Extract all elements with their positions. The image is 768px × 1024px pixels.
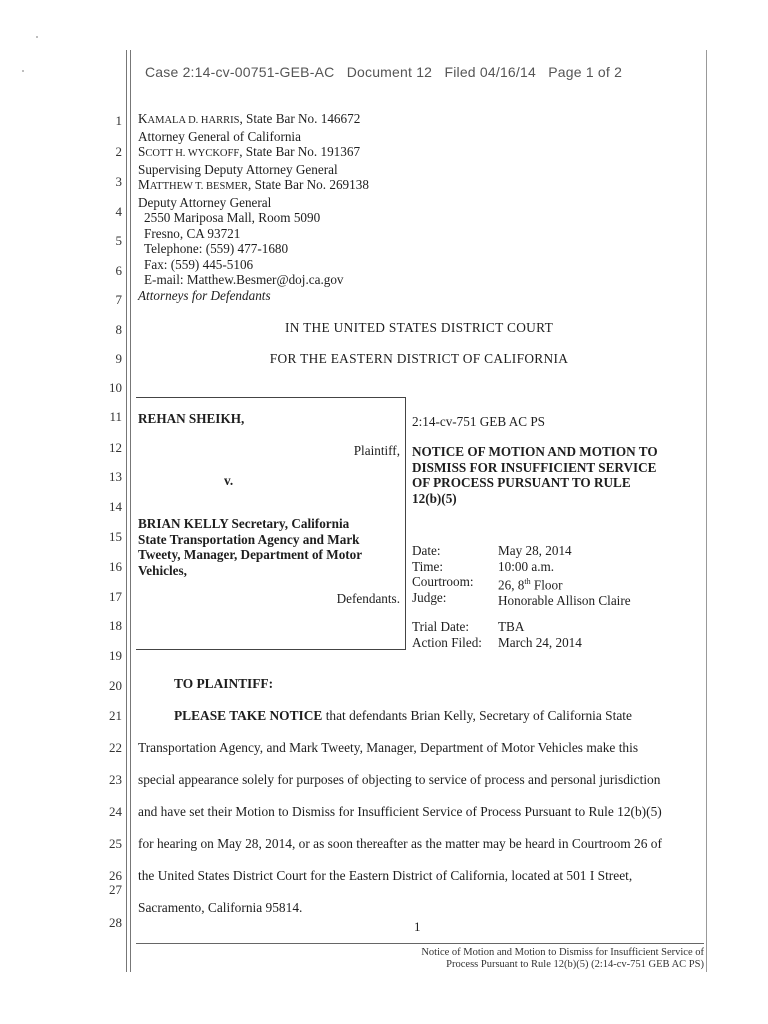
address-line-2: Fresno, CA 93721	[144, 225, 241, 241]
motion-title-line-4: 12(b)(5)	[412, 490, 457, 506]
line-number: 26	[109, 868, 122, 883]
line-number: 17	[109, 589, 122, 604]
defendant-line-1: BRIAN KELLY Secretary, California	[138, 516, 350, 531]
line-number: 16	[109, 559, 122, 574]
courtroom-value: 26, 8th Floor	[498, 577, 563, 593]
time-value: 10:00 a.m.	[498, 558, 555, 574]
line-number: 3	[115, 174, 122, 189]
defendant-line-2: State Transportation Agency and Mark	[138, 531, 360, 547]
telephone: Telephone: (559) 477-1680	[144, 241, 289, 256]
motion-title	[412, 444, 658, 506]
line-number: 28	[109, 915, 122, 930]
attorney-2-name: SCOTT H. WYCKOFF, State Bar No. 191367	[138, 144, 361, 159]
date-label: Date:	[412, 543, 441, 558]
footer-rule	[136, 943, 704, 944]
attorney-3-name: MATTHEW T. BESMER, State Bar No. 269138	[138, 177, 369, 192]
case-number: 2:14-cv-751 GEB AC PS	[412, 414, 545, 429]
judge-label: Judge:	[412, 589, 447, 605]
line-number: 7	[115, 292, 122, 307]
hearing-labels	[412, 543, 474, 605]
trial-date-label: Trial Date:	[412, 619, 470, 634]
line-number: 20	[109, 678, 122, 693]
defendant-line-4: Vehicles,	[138, 562, 187, 578]
line-number: 21	[109, 708, 122, 723]
line-number: 2	[115, 144, 122, 159]
trial-labels	[412, 619, 482, 650]
address-line-1: 2550 Mariposa Mall, Room 5090	[144, 210, 321, 225]
attorneys-for: Attorneys for Defendants	[138, 287, 271, 303]
line-number: 27	[109, 882, 122, 897]
left-margin-rule-inner	[130, 50, 131, 972]
body-line-24: and have set their Motion to Dismiss for Insufficient Service of Process Pursuant to Rule 12(b)(5)	[138, 804, 662, 819]
body-line-21: PLEASE TAKE NOTICE that defendants Brian Kelly, Secretary of California State	[174, 708, 632, 723]
line-number: 10	[109, 380, 122, 395]
court-district: FOR THE EASTERN DISTRICT OF CALIFORNIA	[269, 351, 569, 366]
line-number: 19	[109, 648, 122, 663]
plaintiff-name: REHAN SHEIKH,	[138, 411, 245, 426]
courtroom-label: Courtroom:	[412, 574, 474, 589]
line-number: 24	[109, 804, 122, 819]
line-number: 12	[109, 440, 122, 455]
date-value: May 28, 2014	[498, 543, 572, 558]
line-number: 11	[109, 409, 122, 424]
line-number: 4	[115, 204, 122, 219]
footer-line-1: Notice of Motion and Motion to Dismiss for Insufficient Service of	[421, 947, 704, 958]
ecf-header: Case 2:14-cv-00751-GEB-AC Document 12 Filed 04/16/14 Page 1 of 2	[145, 64, 623, 80]
defendant-line-3: Tweety, Manager, Department of Motor	[138, 547, 363, 562]
defendants-label: Defendants.	[336, 591, 400, 606]
footer-title	[421, 947, 704, 971]
to-plaintiff: TO PLAINTIFF:	[174, 676, 274, 691]
attorney-3-title: Deputy Attorney General	[138, 194, 272, 210]
line-number: 6	[115, 263, 122, 278]
footer-line-2: Process Pursuant to Rule 12(b)(5) (2:14-cv-751 GEB AC PS)	[446, 959, 704, 970]
body-line-27: Sacramento, California 95814.	[138, 900, 303, 915]
right-margin-rule	[706, 50, 707, 972]
defendant-names	[138, 516, 362, 578]
line-number: 13	[109, 469, 122, 484]
line-number: 23	[109, 772, 122, 787]
scan-speck	[22, 70, 24, 72]
plaintiff-label: Plaintiff,	[353, 443, 400, 458]
line-number: 8	[115, 322, 122, 337]
attorney-1-title: Attorney General of California	[138, 128, 301, 144]
action-filed-label: Action Filed:	[412, 634, 482, 650]
time-label: Time:	[412, 558, 444, 574]
page-number: 1	[414, 919, 421, 934]
line-number: 14	[109, 499, 122, 514]
email: E-mail: Matthew.Besmer@doj.ca.gov	[144, 272, 344, 287]
court-name: IN THE UNITED STATES DISTRICT COURT	[284, 320, 554, 335]
body-line-26: the United States District Court for the Eastern District of California, located at 501 I Street,	[138, 868, 633, 883]
versus: v.	[224, 473, 234, 488]
left-margin-rule	[126, 50, 127, 972]
action-filed-value: March 24, 2014	[498, 634, 582, 650]
motion-title-line-2: DISMISS FOR INSUFFICIENT SERVICE	[412, 459, 657, 475]
trial-values	[498, 619, 582, 650]
judge-value: Honorable Allison Claire	[498, 592, 631, 608]
line-number: 22	[109, 740, 122, 755]
line-number: 1	[115, 113, 122, 128]
attorney-block	[138, 111, 369, 303]
body-line-25: for hearing on May 28, 2014, or as soon thereafter as the matter may be heard in Courtroom 26 of	[138, 836, 662, 851]
line-number: 18	[109, 618, 122, 633]
motion-title-line-3: OF PROCESS PURSUANT TO RULE	[412, 475, 631, 490]
fax: Fax: (559) 445-5106	[144, 256, 254, 272]
hearing-values	[498, 543, 631, 608]
line-number: 5	[115, 233, 122, 248]
scan-speck	[36, 36, 38, 38]
line-number: 15	[109, 529, 122, 544]
motion-title-line-1: NOTICE OF MOTION AND MOTION TO	[412, 444, 658, 459]
line-number: 25	[109, 836, 122, 851]
caption-top-rule	[136, 397, 406, 398]
line-number: 9	[115, 351, 122, 366]
attorney-2-title: Supervising Deputy Attorney General	[138, 161, 338, 177]
body-line-22: Transportation Agency, and Mark Tweety, Manager, Department of Motor Vehicles make this	[138, 740, 639, 755]
attorney-1-name: KAMALA D. HARRIS, State Bar No. 146672	[138, 111, 361, 126]
caption-bottom-rule	[136, 649, 406, 650]
body-line-23: special appearance solely for purposes of objecting to service of process and personal jurisdiction	[138, 772, 661, 787]
caption-divider	[405, 397, 406, 650]
trial-date-value: TBA	[498, 619, 525, 634]
